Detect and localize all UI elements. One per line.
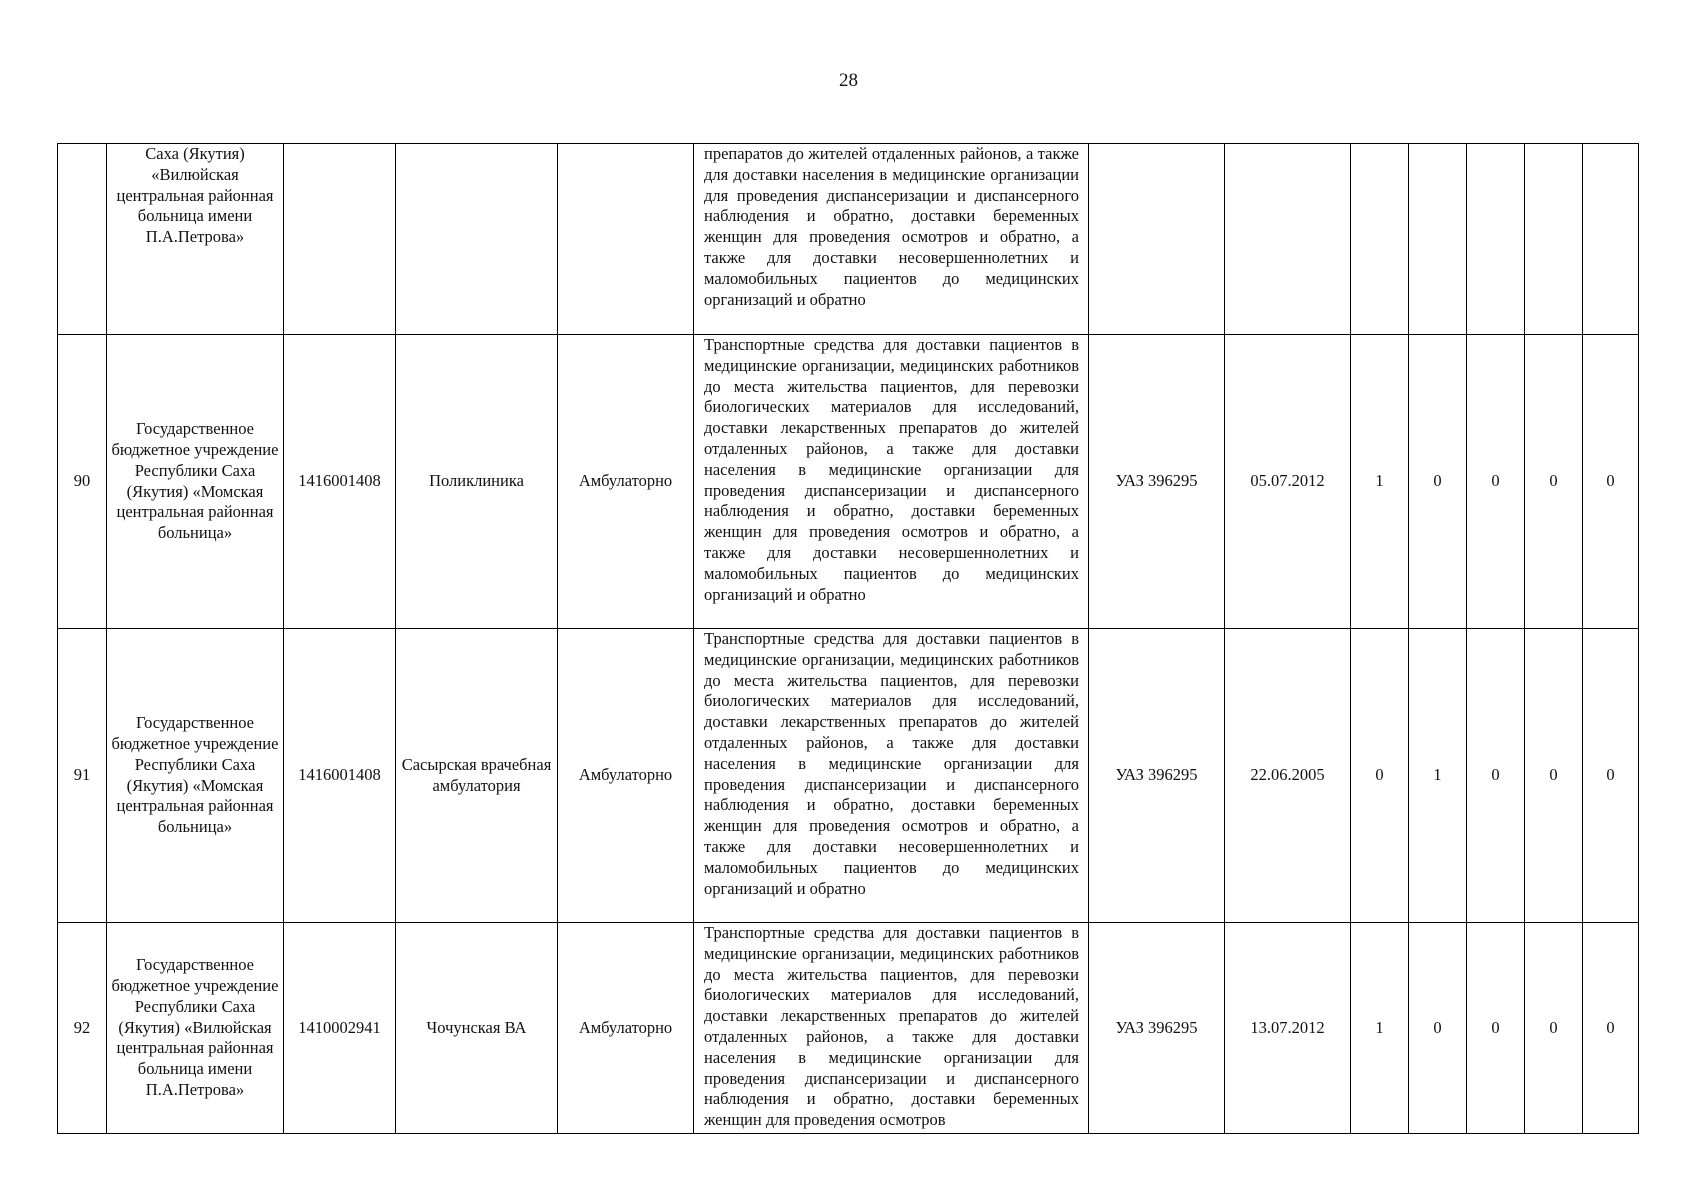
count-cell: 0 [1583,335,1639,629]
care-mode: Амбулаторно [558,923,694,1134]
purpose-description: препаратов до жителей отдаленных районов, а также для доставки населения в медицинские организации для проведения диспансеризации и диспансерного наблюдения и обратно, доставки беременных женщин для проведения осмотров и обратно, а также для доставки несовершеннолетних и маломобильных пациентов до медицинских организаций и обратно [694,144,1089,335]
organization-name: Государственное бюджетное учреждение Республики Саха (Якутия) «Вилюйская центральная районная больница имени П.А.Петрова» [107,923,284,1134]
count-cell: 0 [1525,335,1583,629]
registry-table [57,143,1639,1134]
inn: 1416001408 [284,629,396,923]
inn [284,144,396,335]
count-cell: 1 [1351,335,1409,629]
count-cell: 0 [1467,923,1525,1134]
vehicle-model [1089,144,1225,335]
purpose-description: Транспортные средства для доставки пациентов в медицинские организации, медицинских работников до места жительства пациентов, для перевозки биологических материалов для исследований, доставки лекарственных препаратов до жителей отдаленных районов, а также для доставки населения в медицинские организации для проведения диспансеризации и диспансерного наблюдения и обратно, доставки беременных женщин для проведения осмотров [694,923,1089,1134]
count-cell: 0 [1351,629,1409,923]
inn: 1410002941 [284,923,396,1134]
subdivision: Поликлиника [396,335,558,629]
care-mode [558,144,694,335]
count-cell: 0 [1583,629,1639,923]
vehicle-date: 22.06.2005 [1225,629,1351,923]
count-cell [1467,144,1525,335]
count-cell: 0 [1525,629,1583,923]
vehicle-model: УАЗ 396295 [1089,335,1225,629]
subdivision [396,144,558,335]
count-cell: 1 [1351,923,1409,1134]
table-row [58,923,1639,1134]
count-cell: 1 [1409,629,1467,923]
table-row [58,144,1639,335]
page-number: 28 [839,70,858,91]
table-row [58,335,1639,629]
care-mode: Амбулаторно [558,335,694,629]
count-cell: 0 [1583,923,1639,1134]
vehicle-model: УАЗ 396295 [1089,923,1225,1134]
table-row [58,629,1639,923]
count-cell: 0 [1467,335,1525,629]
organization-name: Государственное бюджетное учреждение Республики Саха (Якутия) «Момская центральная районная больница» [107,629,284,923]
count-cell [1409,144,1467,335]
purpose-description: Транспортные средства для доставки пациентов в медицинские организации, медицинских работников до места жительства пациентов, для перевозки биологических материалов для исследований, доставки лекарственных препаратов до жителей отдаленных районов, а также для доставки населения в медицинские организации для проведения диспансеризации и диспансерного наблюдения и обратно, доставки беременных женщин для проведения осмотров и обратно, а также для доставки несовершеннолетних и маломобильных пациентов до медицинских организаций и обратно [694,629,1089,923]
purpose-description: Транспортные средства для доставки пациентов в медицинские организации, медицинских работников до места жительства пациентов, для перевозки биологических материалов для исследований, доставки лекарственных препаратов до жителей отдаленных районов, а также для доставки населения в медицинские организации для проведения диспансеризации и диспансерного наблюдения и обратно, доставки беременных женщин для проведения осмотров и обратно, а также для доставки несовершеннолетних и маломобильных пациентов до медицинских организаций и обратно [694,335,1089,629]
inn: 1416001408 [284,335,396,629]
organization-name: Саха (Якутия) «Вилюйская центральная районная больница имени П.А.Петрова» [107,144,284,335]
count-cell [1583,144,1639,335]
vehicle-model: УАЗ 396295 [1089,629,1225,923]
row-number: 91 [58,629,107,923]
row-number: 92 [58,923,107,1134]
row-number: 90 [58,335,107,629]
count-cell: 0 [1525,923,1583,1134]
vehicle-date: 13.07.2012 [1225,923,1351,1134]
count-cell: 0 [1467,629,1525,923]
organization-name: Государственное бюджетное учреждение Республики Саха (Якутия) «Момская центральная районная больница» [107,335,284,629]
count-cell [1525,144,1583,335]
count-cell [1351,144,1409,335]
vehicle-date: 05.07.2012 [1225,335,1351,629]
care-mode: Амбулаторно [558,629,694,923]
subdivision: Сасырская врачебная амбулатория [396,629,558,923]
count-cell: 0 [1409,335,1467,629]
count-cell: 0 [1409,923,1467,1134]
vehicle-date [1225,144,1351,335]
row-number [58,144,107,335]
subdivision: Чочунская ВА [396,923,558,1134]
